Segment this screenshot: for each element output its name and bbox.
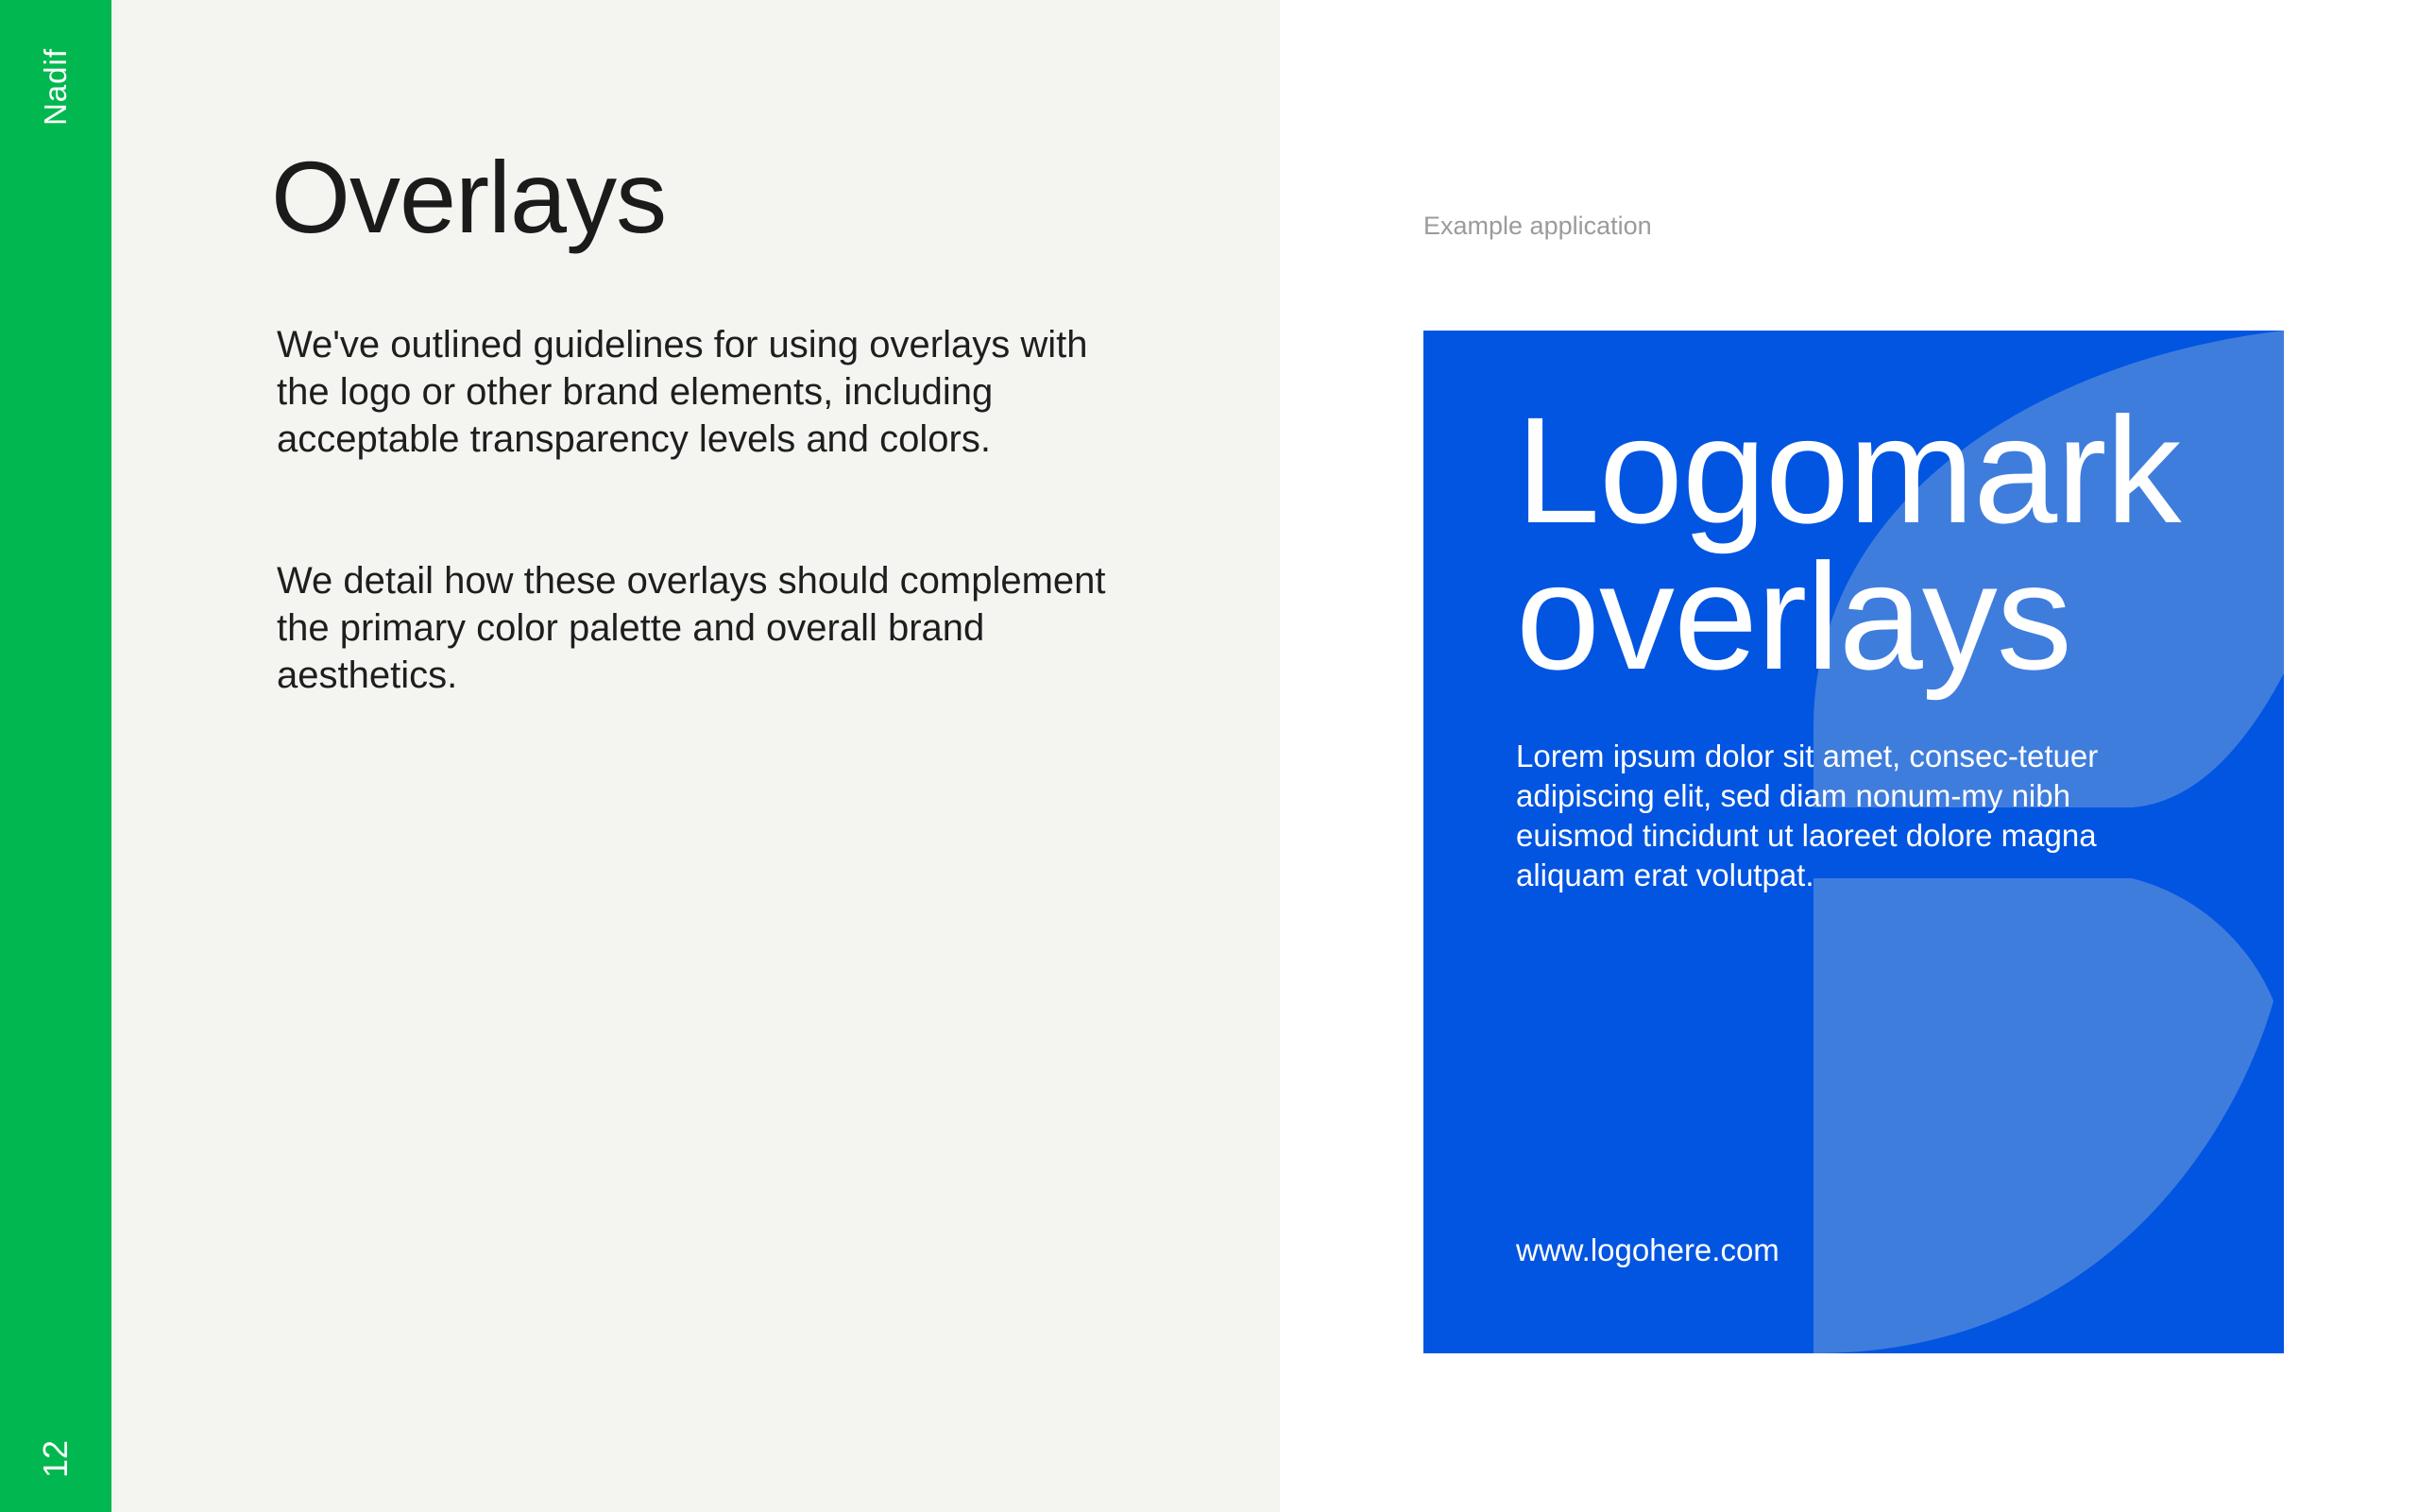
card-heading <box>1516 385 2181 701</box>
intro-paragraph: We've outlined guidelines for using overlays with the logo or other brand elements, including acceptable transparency levels and colors. <box>277 324 1088 460</box>
brand-name: Nadif <box>38 47 73 127</box>
card-heading-line1: Logomark <box>1516 385 2181 554</box>
example-caption: Example application <box>1423 212 1652 240</box>
page-title: Overlays <box>271 140 667 254</box>
brand-sidebar <box>0 0 111 1512</box>
card-body-text: Lorem ipsum dolor sit amet, consec-tetuer adipiscing elit, sed diam nonum-my nibh euismod tincidunt ut laoreet dolore magna aliquam erat volutpat. <box>1516 739 2099 892</box>
logomark-lower-lobe <box>1814 878 2273 1353</box>
example-application-card <box>1423 331 2284 1353</box>
detail-paragraph: We detail how these overlays should complement the primary color palette and overall brand aesthetics. <box>277 560 1106 696</box>
card-heading-line2: overlays <box>1516 532 2071 701</box>
page-number: 12 <box>36 1439 75 1479</box>
card-url: www.logohere.com <box>1516 1232 1779 1267</box>
